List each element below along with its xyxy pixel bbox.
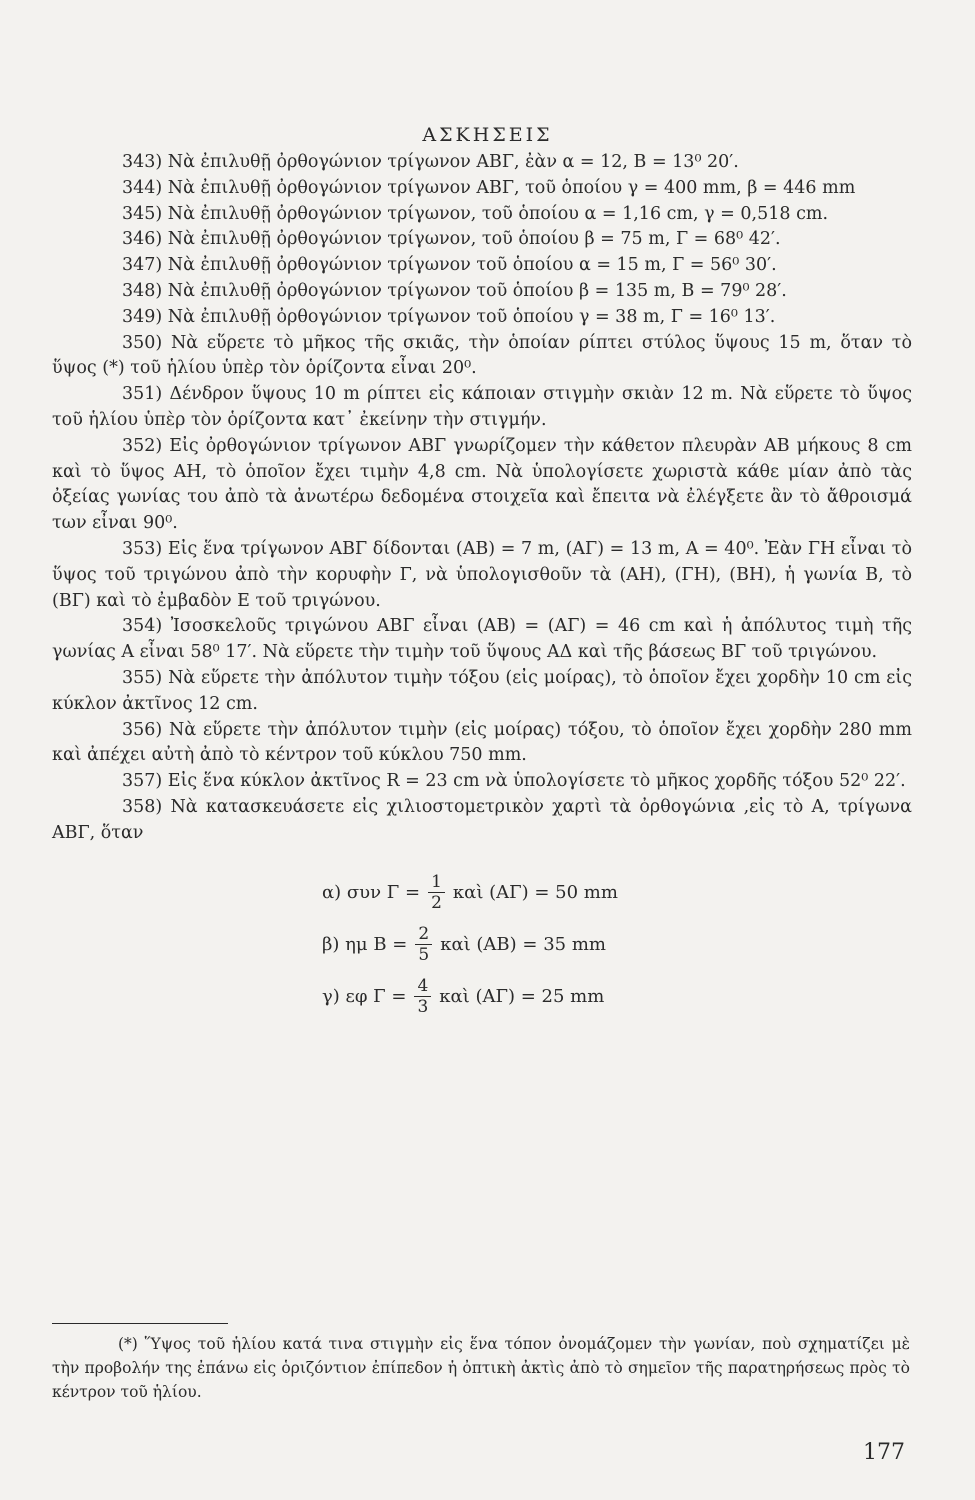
- exercise-356: 356) Νὰ εὕρετε τὴν ἀπόλυτον τιμὴν (εἰς μοίρας) τόξου, τὸ ὁποῖον ἔχει χορδὴν 280 mm καὶ ἀπέχει αὐτὴ ἀπὸ τὸ κέντρον τοῦ κύκλου 750 mm.: [52, 719, 912, 766]
- formula-condition: καὶ (ΑΓ) = 25 mm: [439, 985, 605, 1007]
- exercise-352: 352) Εἰς ὀρθογώνιον τρίγωνον ΑΒΓ γνωρίζομεν τὴν κάθετον πλευρὰν ΑΒ μήκους 8 cm καὶ τὸ ὕψος ΑΗ, τὸ ὁποῖον ἔχει τιμὴν 4,8 cm. Νὰ ὑπολογίσετε χωριστὰ κάθε μίαν ἀπὸ τὰς ὀξείας γωνίας του ἀπὸ τὰ ἀνωτέρω δεδομένα στοιχεῖα καὶ ἔπειτα νὰ ἐλέγξετε ἂν τὸ ἄθροισμά των εἶναι 90⁰.: [52, 435, 912, 534]
- exercise-349: 349) Νὰ ἐπιλυθῇ ὀρθογώνιον τρίγωνον τοῦ ὁποίου γ = 38 m, Γ = 16⁰ 13′.: [122, 306, 776, 327]
- formula-label: α) συν Γ =: [322, 881, 421, 903]
- fraction-numerator: 1: [428, 872, 445, 893]
- formula-condition: καὶ (ΑΓ) = 50 mm: [452, 881, 618, 903]
- formula-row: [322, 866, 742, 918]
- exercise-344: 344) Νὰ ἐπιλυθῇ ὀρθογώνιον τρίγωνον ΑΒΓ, τοῦ ὁποίου γ = 400 mm, β = 446 mm: [122, 177, 856, 198]
- formula-label: γ) εφ Γ =: [322, 985, 407, 1007]
- fraction-numerator: 2: [415, 924, 432, 945]
- formula-block: [322, 866, 742, 1022]
- exercise-354: 354) Ἰσοσκελοῦς τριγώνου ΑΒΓ εἶναι (ΑΒ) = (ΑΓ) = 46 cm καὶ ἡ ἀπόλυτος τιμὴ τῆς γωνίας Α εἶναι 58⁰ 17′. Νὰ εὕρετε τὴν τιμὴν τοῦ ὕψους ΑΔ καὶ τῆς βάσεως ΒΓ τοῦ τριγώνου.: [52, 616, 912, 663]
- fraction: [414, 976, 431, 1017]
- exercise-358: 358) Νὰ κατασκευάσετε εἰς χιλιοστομετρικὸν χαρτὶ τὰ ὀρθογώνια ,εἰς τὸ Α, τρίγωνα ΑΒΓ, ὅταν: [52, 796, 912, 843]
- exercise-347: 347) Νὰ ἐπιλυθῇ ὀρθογώνιον τρίγωνον τοῦ ὁποίου α = 15 m, Γ = 56⁰ 30′.: [122, 255, 777, 276]
- exercise-343: 343) Νὰ ἐπιλυθῇ ὀρθογώνιον τρίγωνον ΑΒΓ, ἐὰν α = 12, Β = 13⁰ 20′.: [122, 152, 739, 172]
- fraction-denominator: 3: [417, 996, 429, 1017]
- fraction-numerator: 4: [414, 976, 431, 997]
- footnote-divider: [52, 1323, 228, 1324]
- exercise-353: 353) Εἰς ἕνα τρίγωνον ΑΒΓ δίδονται (ΑΒ) = 7 m, (ΑΓ) = 13 m, Α = 40⁰. Ἐὰν ΓΗ εἶναι τὸ ὕψος τοῦ τριγώνου ἀπὸ τὴν κορυφὴν Γ, νὰ ὑπολογισθοῦν τὰ (ΑΗ), (ΓΗ), (ΒΗ), ἡ γωνία Β, τὸ (ΒΓ) καὶ τὸ ἐμβαδὸν Ε τοῦ τριγώνου.: [52, 538, 912, 611]
- formula-row: [322, 918, 742, 970]
- exercise-355: 355) Νὰ εὕρετε τὴν ἀπόλυτον τιμὴν τόξου (εἰς μοίρας), τὸ ὁποῖον ἔχει χορδὴν 10 cm εἰς κύκλον ἀκτῖνος 12 cm.: [52, 667, 912, 714]
- formula-condition: καὶ (ΑΒ) = 35 mm: [440, 933, 606, 955]
- exercise-346: 346) Νὰ ἐπιλυθῇ ὀρθογώνιον τρίγωνον, τοῦ ὁποίου β = 75 m, Γ = 68⁰ 42′.: [122, 229, 781, 250]
- fraction: [428, 872, 445, 913]
- footnote: (*) Ὕψος τοῦ ἡλίου κατά τινα στιγμὴν εἰς ἕνα τόπον ὀνομάζομεν τὴν γωνίαν, ποὺ σχηματίζει μὲ τὴν προβολήν της ἐπάνω εἰς ὁριζόντιον ἐπίπεδον ἡ ὀπτικὴ ἀκτὶς ἀπὸ τὸ σημεῖον τῆς παρατηρήσεως πρὸς τὸ κέντρον τοῦ ἡλίου.: [52, 1335, 910, 1401]
- page-number: 177: [863, 1440, 905, 1465]
- exercise-351: 351) Δένδρον ὕψους 10 m ρίπτει εἰς κάποιαν στιγμὴν σκιὰν 12 m. Νὰ εὕρετε τὸ ὕψος τοῦ ἡλίου ὑπὲρ τὸν ὁρίζοντα κατ᾽ ἐκείνην τὴν στιγμήν.: [52, 384, 912, 430]
- fraction: [415, 924, 432, 965]
- formula-row: [322, 970, 742, 1022]
- exercise-350: 350) Νὰ εὕρετε τὸ μῆκος τῆς σκιᾶς, τὴν ὁποίαν ρίπτει στύλος ὕψους 15 m, ὅταν τὸ ὕψος (*) τοῦ ἡλίου ὑπὲρ τὸν ὁρίζοντα εἶναι 20⁰.: [52, 332, 912, 379]
- exercise-list: [52, 150, 912, 847]
- formula-label: β) ημ Β =: [322, 933, 408, 955]
- page-title: ΑΣΚΗΣΕΙΣ: [422, 124, 553, 146]
- exercise-348: 348) Νὰ ἐπιλυθῇ ὀρθογώνιον τρίγωνον τοῦ ὁποίου β = 135 m, Β = 79⁰ 28′.: [122, 280, 787, 301]
- fraction-denominator: 2: [431, 892, 442, 913]
- exercise-345: 345) Νὰ ἐπιλυθῇ ὀρθογώνιον τρίγωνον, τοῦ ὁποίου α = 1,16 cm, γ = 0,518 cm.: [122, 203, 829, 224]
- exercise-357: 357) Εἰς ἕνα κύκλον ἀκτῖνος R = 23 cm νὰ ὑπολογίσετε τὸ μῆκος χορδῆς τόξου 52⁰ 22′.: [122, 771, 906, 792]
- fraction-denominator: 5: [418, 944, 430, 965]
